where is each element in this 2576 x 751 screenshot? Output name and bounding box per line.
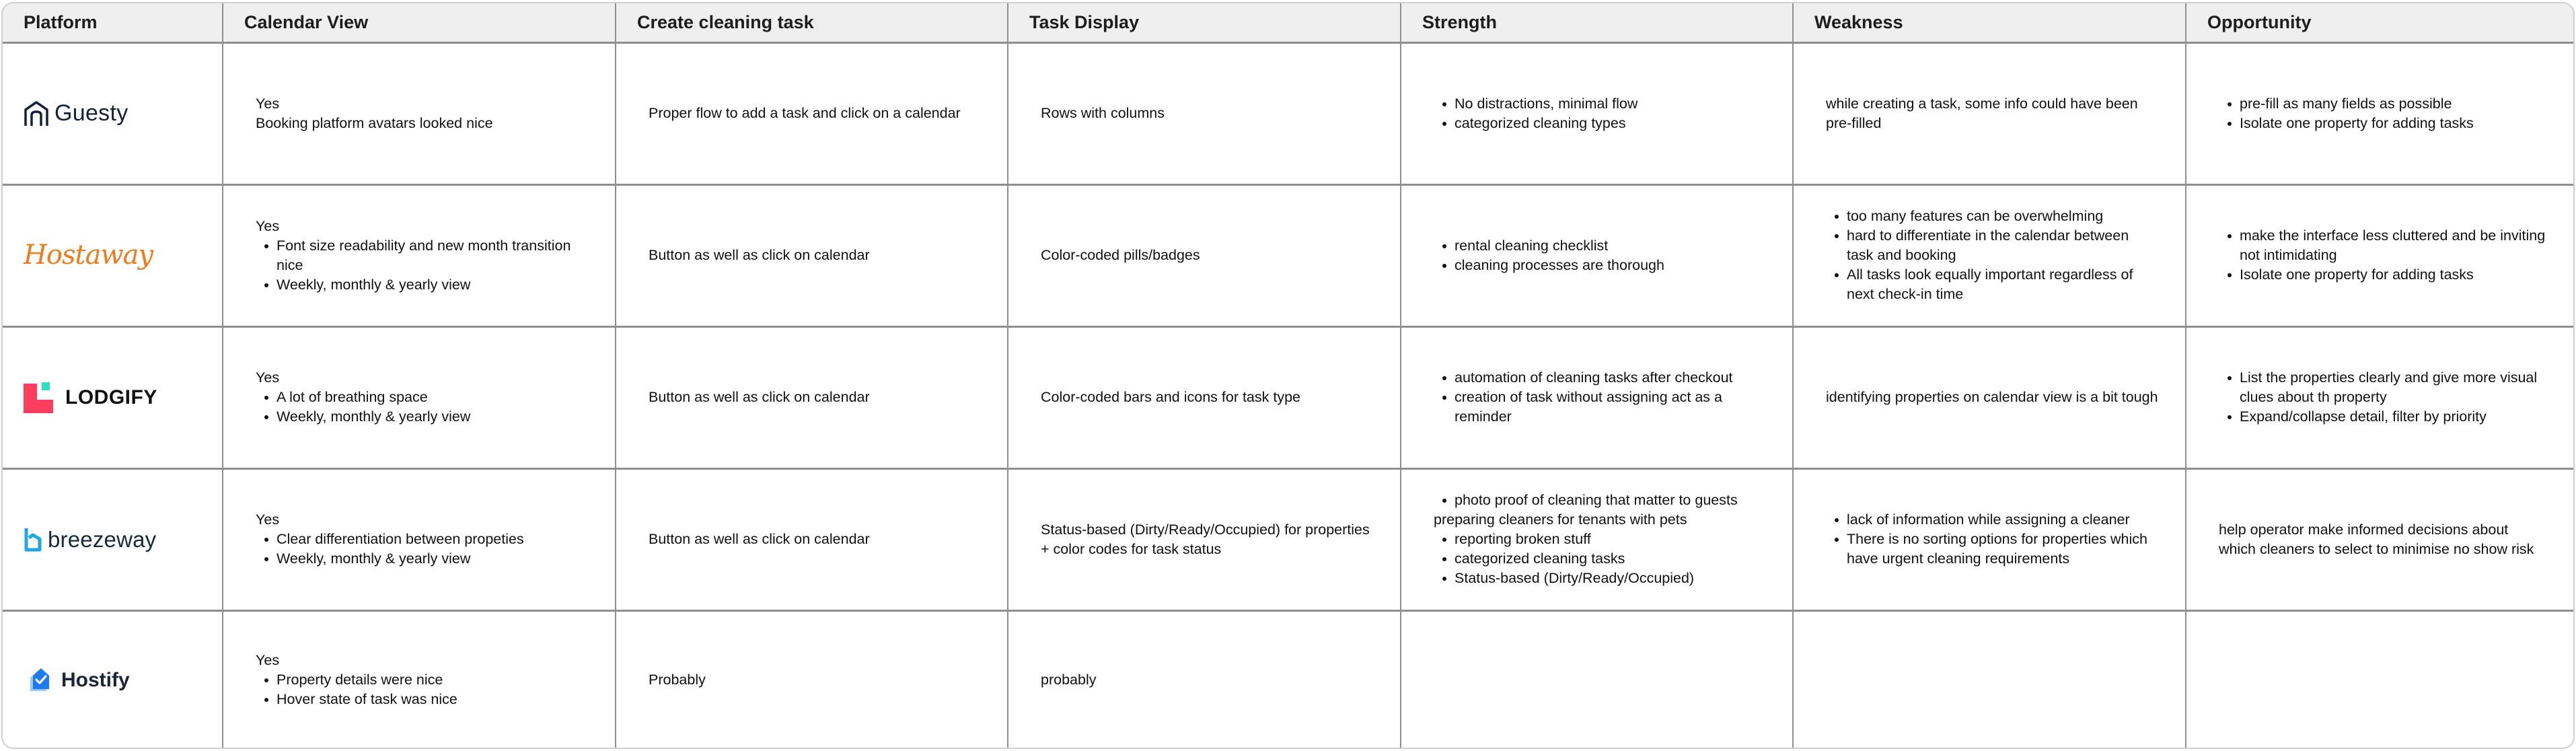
list-item: hard to differentiate in the calendar between task and booking [1826,226,2158,265]
list-item: creation of task without assigning act as a reminder [1434,388,1765,427]
list-item: Expand/collapse detail, filter by priority [2219,407,2546,427]
list-item: pre-fill as many fields as possible [2219,94,2546,114]
cell-text: Proper flow to add a task and click on a calendar [649,105,961,121]
comparison-table-container [1,2,2575,749]
strength-cell[interactable] [1401,42,1793,184]
bullet-list [1826,510,2158,569]
cell-lead: Yes [256,95,280,112]
bullet-list [2219,368,2546,427]
list-item: Weekly, monthly & yearly view [256,549,588,569]
opportunity-cell[interactable] [2186,610,2573,748]
script-wordmark-icon: Hostaway [24,240,153,271]
calendar-view-cell[interactable] [223,610,616,748]
hostify-logo [24,667,222,692]
house-check-icon [29,667,53,692]
weakness-cell[interactable] [1793,468,2186,610]
column-header-create-cleaning-task[interactable]: Create cleaning task [616,3,1008,42]
list-item: All tasks look equally important regardless of next check-in time [1826,265,2158,304]
cell-text: Rows with columns [1041,105,1165,121]
task-display-cell[interactable] [1008,326,1401,468]
bullet-list [1434,530,1765,588]
cell-text: Color-coded bars and icons for task type [1041,389,1301,405]
strength-cell[interactable] [1401,610,1793,748]
column-header-weakness[interactable]: Weakness [1793,3,2186,42]
guesty-logo [24,100,222,127]
strength-cell[interactable] [1401,326,1793,468]
platform-cell[interactable] [3,468,223,610]
calendar-view-cell[interactable] [223,468,616,610]
cell-text: Probably [649,671,706,688]
list-item: Property details were nice [256,670,588,690]
table-row-breezeway [3,468,2573,610]
list-item: make the interface less cluttered and be inviting not intimidating [2219,226,2546,265]
column-header-calendar-view[interactable]: Calendar View [223,3,616,42]
list-item: rental cleaning checklist [1434,236,1765,256]
list-item: Isolate one property for adding tasks [2219,265,2546,285]
weakness-cell[interactable] [1793,42,2186,184]
pink-l-block-icon [24,382,53,413]
column-header-task-display[interactable]: Task Display [1008,3,1401,42]
cell-lead: Yes [256,651,280,668]
opportunity-cell[interactable] [2186,326,2573,468]
list-item: cleaning processes are thorough [1434,256,1765,275]
list-item: reporting broken stuff [1434,530,1765,549]
list-item: There is no sorting options for properties which have urgent cleaning requirements [1826,530,2158,569]
cell-line: Booking platform avatars looked nice [256,114,493,131]
list-item: Weekly, monthly & yearly view [256,407,588,427]
weakness-cell[interactable] [1793,326,2186,468]
column-header-strength[interactable]: Strength [1401,3,1793,42]
create-task-cell[interactable] [616,42,1008,184]
list-item: Clear differentiation between propeties [256,530,588,549]
hostaway-logo [24,240,222,271]
bullet-list [1434,236,1765,275]
competitor-comparison-table [3,3,2573,748]
list-item: Isolate one property for adding tasks [2219,114,2546,133]
house-outline-icon [24,100,49,127]
list-item: Hover state of task was nice [256,690,588,709]
weakness-cell[interactable] [1793,610,2186,748]
house-b-icon [24,527,42,552]
table-row-hostify [3,610,2573,748]
list-item: too many features can be overwhelming [1826,207,2158,226]
list-item: Weekly, monthly & yearly view [256,275,588,295]
platform-cell[interactable] [3,184,223,326]
calendar-view-cell[interactable] [223,326,616,468]
calendar-view-cell[interactable] [223,42,616,184]
bullet-list [256,236,588,295]
opportunity-cell[interactable] [2186,184,2573,326]
header-row [3,3,2573,42]
bullet-list [2219,94,2546,133]
lodgify-logo [24,382,222,413]
opportunity-cell[interactable] [2186,468,2573,610]
platform-cell[interactable] [3,42,223,184]
logo-wordmark: LODGIFY [65,386,157,408]
bullet-list [2219,226,2546,285]
column-header-platform[interactable]: Platform [3,3,223,42]
task-display-cell[interactable] [1008,42,1401,184]
column-header-opportunity[interactable]: Opportunity [2186,3,2573,42]
platform-cell[interactable] [3,610,223,748]
list-item: List the properties clearly and give more visual clues about th property [2219,368,2546,407]
calendar-view-cell[interactable] [223,184,616,326]
create-task-cell[interactable] [616,184,1008,326]
strength-cell[interactable] [1401,184,1793,326]
task-display-cell[interactable] [1008,184,1401,326]
cell-text: while creating a task, some info could have been pre-filled [1826,95,2138,131]
list-item: photo proof of cleaning that matter to guests [1434,491,1765,510]
task-display-cell[interactable] [1008,468,1401,610]
table-row-guesty [3,42,2573,184]
create-task-cell[interactable] [616,326,1008,468]
list-item: categorized cleaning tasks [1434,549,1765,569]
list-item: lack of information while assigning a cleaner [1826,510,2158,530]
platform-cell[interactable] [3,326,223,468]
cell-text: Button as well as click on calendar [649,531,870,547]
list-item: Font size readability and new month transition nice [256,236,588,275]
list-item: automation of cleaning tasks after checkout [1434,368,1765,388]
bullet-list [1826,207,2158,304]
create-task-cell[interactable] [616,468,1008,610]
list-item: categorized cleaning types [1434,114,1765,133]
bullet-list [256,670,588,709]
bullet-list [1434,94,1765,133]
bullet-list [1434,368,1765,427]
opportunity-cell[interactable] [2186,42,2573,184]
bullet-list [1434,491,1765,510]
list-item: A lot of breathing space [256,388,588,407]
weakness-cell[interactable] [1793,184,2186,326]
bullet-list [256,388,588,427]
cell-text: identifying properties on calendar view is a bit tough [1826,389,2158,405]
cell-lead: Yes [256,369,280,386]
cell-lead: Yes [256,511,280,528]
cell-text: Color-coded pills/badges [1041,247,1200,263]
table-row-hostaway [3,184,2573,326]
cell-text: help operator make informed decisions about which cleaners to select to minimise no show risk [2219,521,2534,557]
logo-wordmark: Guesty [54,100,128,126]
bullet-list [256,530,588,569]
logo-wordmark: breezeway [48,527,157,552]
cell-text: Button as well as click on calendar [649,247,870,263]
list-item: No distractions, minimal flow [1434,94,1765,114]
cell-text: Button as well as click on calendar [649,389,870,405]
strength-cell[interactable] [1401,468,1793,610]
cell-lead: Yes [256,217,280,234]
logo-wordmark: Hostify [61,668,130,691]
table-row-lodgify [3,326,2573,468]
breezeway-logo [24,527,222,552]
list-item: Status-based (Dirty/Ready/Occupied) [1434,569,1765,588]
task-display-cell[interactable] [1008,610,1401,748]
create-task-cell[interactable] [616,610,1008,748]
cell-text: probably [1041,671,1097,688]
cell-text: preparing cleaners for tenants with pets [1434,511,1687,528]
cell-text: Status-based (Dirty/Ready/Occupied) for properties + color codes for task status [1041,521,1370,557]
